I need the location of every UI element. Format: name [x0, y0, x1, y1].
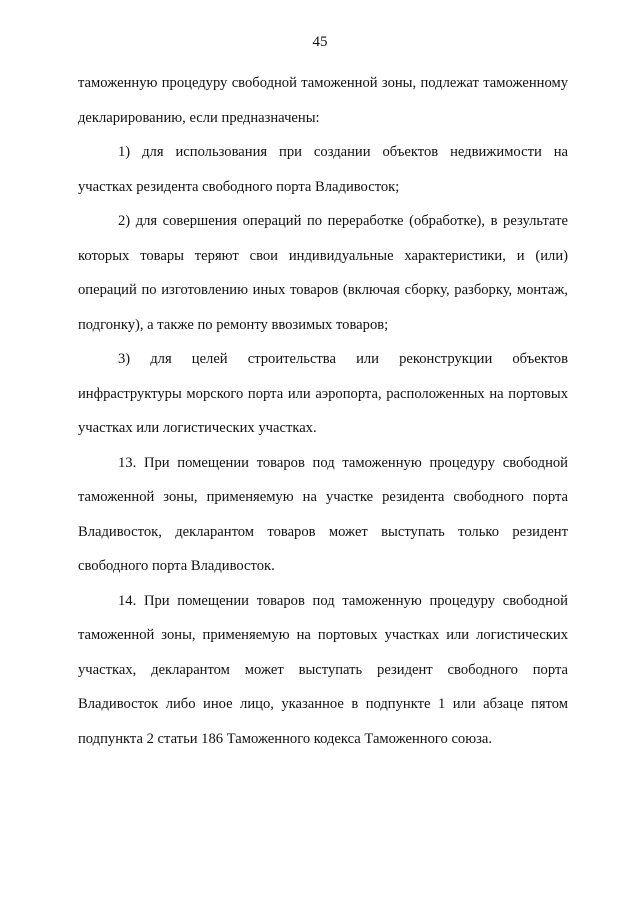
paragraph-item-3: 3) для целей строительства или реконструкции объектов инфраструктуры морского порта или аэропорта, расположенных на портовых участках или логистических участках. — [78, 351, 568, 436]
paragraph-clause-14: 14. При помещении товаров под таможенную процедуру свободной таможенной зоны, применяемую на портовых участках или логистических участках, декларантом может выступать резидент свободного порта Владивосток либо иное лицо, указанное в подпункте 1 или абзаце пятом подпункта 2 статьи 186 Таможенного кодекса Таможенного союза. — [78, 592, 568, 747]
paragraph-item-1: 1) для использования при создании объектов недвижимости на участках резидента свободного порта Владивосток; — [78, 144, 568, 195]
paragraph-item-2: 2) для совершения операций по переработке (обработке), в результате которых товары теряют свои индивидуальные характеристики, и (или) операций по изготовлению иных товаров (включая сборку, разборку, монтаж, подгонку), а также по ремонту ввозимых товаров; — [78, 213, 568, 333]
page-number: 45 — [312, 34, 328, 50]
paragraph-clause-13: 13. При помещении товаров под таможенную процедуру свободной таможенной зоны, применяемую на участке резидента свободного порта Владивосток, декларантом товаров может выступать только резидент свободного порта Владивосток. — [78, 454, 568, 574]
document-body — [78, 66, 568, 756]
paragraph-continuation: таможенную процедуру свободной таможенной зоны, подлежат таможенному декларированию, если предназначены: — [78, 75, 568, 126]
